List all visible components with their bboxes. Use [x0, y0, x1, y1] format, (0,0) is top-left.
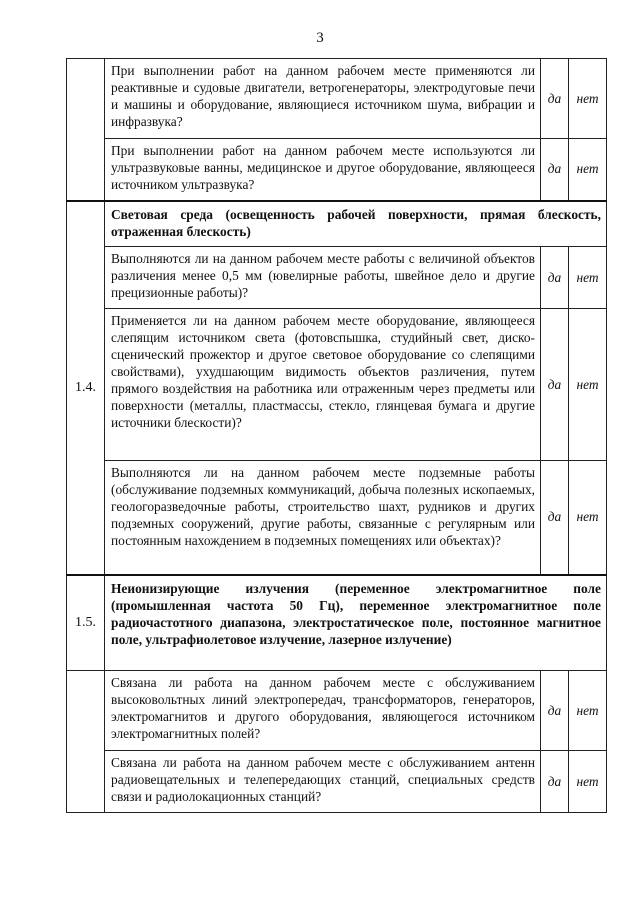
section-number: 1.5.: [75, 614, 96, 630]
section-header-row: [67, 201, 607, 247]
questionnaire-table: [66, 58, 607, 813]
question-text: Связана ли работа на данном рабочем месте с обслуживанием высоковольтных линий электропередач, трансформаторов, генераторов, электромагнитов и другого оборудования, являющегося источником электромагнитных полей?: [105, 671, 541, 751]
section-number-cell: [67, 671, 105, 813]
section-number: 1.4.: [75, 379, 96, 395]
answer-yes[interactable]: да: [541, 671, 569, 751]
question-text: Выполняются ли на данном рабочем месте работы с величиной объектов различения менее 0,5 мм (ювелирные работы, швейное дело и другие прецизионные работы)?: [105, 247, 541, 309]
answer-no[interactable]: нет: [569, 461, 607, 575]
page-number: 3: [316, 30, 324, 46]
question-text: Применяется ли на данном рабочем месте оборудование, являющееся слепящим источником света (фотовспышка, студийный свет, диско-сценический прожектор и другое световое оборудование со слепящими свойствами), ухудшающим видимость объектов различения, путем прямого воздействия на работника или отраженным через предметы или поверхности (металлы, пластмассы, стекло, глянцевая бумага и другие источники блескости)?: [105, 309, 541, 461]
answer-no[interactable]: нет: [569, 751, 607, 813]
answer-yes[interactable]: да: [541, 59, 569, 139]
answer-yes[interactable]: да: [541, 247, 569, 309]
section-number-cell: [67, 59, 105, 201]
answer-no[interactable]: нет: [569, 139, 607, 201]
answer-yes[interactable]: да: [541, 461, 569, 575]
question-row: [67, 139, 607, 201]
question-text: Связана ли работа на данном рабочем месте с обслуживанием антенн радиовещательных и телепередающих станций, специальных средств связи и радиолокационных станций?: [105, 751, 541, 813]
answer-yes[interactable]: да: [541, 751, 569, 813]
section-header-row: [67, 575, 607, 671]
section-title: Световая среда (освещенность рабочей поверхности, прямая блескость, отраженная блескость): [105, 201, 607, 247]
question-row: [67, 247, 607, 309]
question-row: [67, 59, 607, 139]
question-row: [67, 671, 607, 751]
answer-no[interactable]: нет: [569, 309, 607, 461]
section-number-cell: [67, 201, 105, 575]
question-text: Выполняются ли на данном рабочем месте подземные работы (обслуживание подземных коммуникаций, добыча полезных ископаемых, геологоразведочные работы, строительство шахт, рудников и других подземных сооружений, другие работы, связанные с регулярным или постоянным нахождением в подземных помещениях или объектах)?: [105, 461, 541, 575]
question-row: [67, 461, 607, 575]
question-text: При выполнении работ на данном рабочем месте используются ли ультразвуковые ванны, медицинское и другое оборудование, являющееся источником ультразвука?: [105, 139, 541, 201]
answer-no[interactable]: нет: [569, 247, 607, 309]
answer-yes[interactable]: да: [541, 139, 569, 201]
question-row: [67, 751, 607, 813]
section-number-cell: [67, 575, 105, 671]
answer-yes[interactable]: да: [541, 309, 569, 461]
section-title: Неионизирующие излучения (переменное электромагнитное поле (промышленная частота 50 Гц), переменное электромагнитное поле радиочастотного диапазона, электростатическое поле, постоянное магнитное поле, ультрафиолетовое излучение, лазерное излучение): [105, 575, 607, 671]
answer-no[interactable]: нет: [569, 671, 607, 751]
question-text: При выполнении работ на данном рабочем месте применяются ли реактивные и судовые двигатели, ветрогенераторы, электродуговые печи и машины и оборудование, являющиеся источником шума, вибрации и инфразвука?: [105, 59, 541, 139]
answer-no[interactable]: нет: [569, 59, 607, 139]
question-row: [67, 309, 607, 461]
